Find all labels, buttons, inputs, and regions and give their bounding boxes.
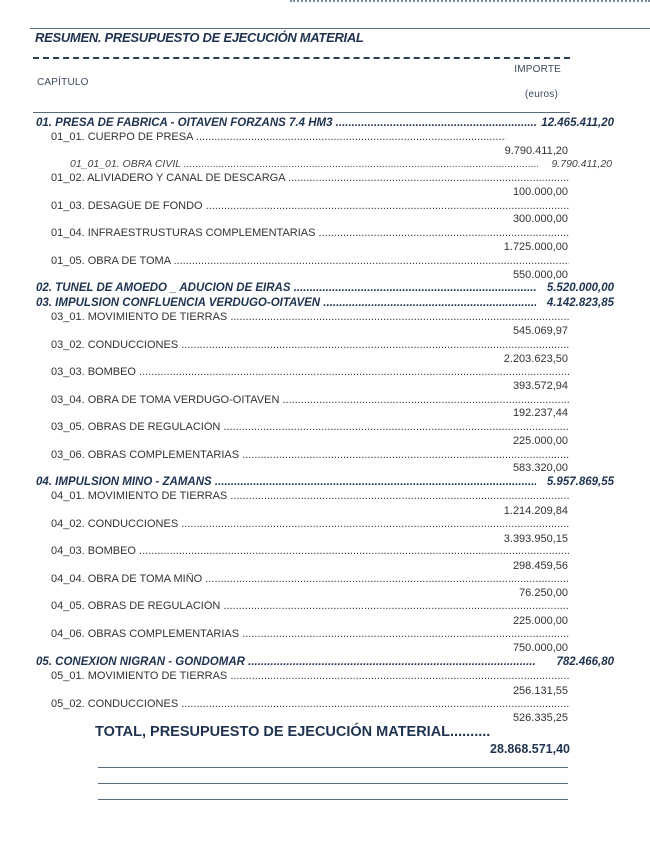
signature-line	[98, 767, 568, 768]
top-dotted-line	[290, 0, 650, 2]
total-label: TOTAL, PRESUPUESTO DE EJECUCIÓN MATERIAL..........	[95, 724, 491, 740]
item-row	[0, 311, 650, 325]
column-header-unit: (euros)	[524, 89, 558, 100]
item-label: 01_03. DESAGÜE DE FONDO .....	[51, 200, 569, 212]
chapter-amount: 5.520.000,00	[546, 282, 614, 294]
chapter-amount: 5.957.869,55	[546, 476, 614, 488]
item-row	[0, 518, 650, 532]
item-row	[0, 628, 650, 642]
column-header-chapter: CAPÍTULO	[37, 77, 89, 88]
item-amount: 225.000,00	[512, 435, 568, 447]
item-row	[0, 545, 650, 559]
item-label: 04_03. BOMBEO .....	[51, 545, 569, 557]
item-amount: 256.131,55	[512, 685, 568, 697]
header-rule	[33, 112, 570, 113]
chapter-label: 04. IMPULSIÓN MIÑO - ZAMANS .....	[36, 476, 536, 488]
item-label: 03_04. OBRA DE TOMA VERDUGO-OITAVEN .....	[51, 394, 569, 406]
chapter-label: 03. IMPULSIÓN CONFLUENCIA VERDUGO-OITAVEN .....	[36, 297, 536, 309]
item-amount: 545.069,97	[512, 325, 568, 337]
item-amount: 750.000,00	[512, 642, 568, 654]
item-row	[0, 172, 650, 186]
item-amount: 76.250,00	[519, 587, 568, 599]
item-label: 03_01. MOVIMIENTO DE TIERRAS .....	[51, 311, 569, 323]
chapter-row	[0, 656, 650, 670]
subitem-label: 01_01_01. OBRA CIVIL .....	[70, 158, 538, 170]
item-amount: 300.000,00	[512, 213, 568, 225]
chapter-label: 01. PRESA DE FABRICA - OITAVEN FORZANS 7.4 HM3 .....	[36, 117, 536, 129]
item-row	[0, 255, 650, 269]
item-amount: 192.237,44	[512, 407, 568, 419]
item-row	[0, 394, 650, 408]
page-title: RESUMEN. PRESUPUESTO DE EJECUCIÓN MATERIAL	[35, 30, 364, 45]
item-amount: 526.335,25	[512, 712, 568, 724]
item-row	[0, 339, 650, 353]
item-row	[0, 490, 650, 504]
title-underline	[33, 57, 570, 59]
top-rule	[30, 28, 650, 29]
chapter-row	[0, 282, 650, 296]
item-amount: 225.000,00	[512, 615, 568, 627]
column-header-amount: IMPORTE	[514, 64, 561, 75]
item-row	[0, 366, 650, 380]
item-row	[0, 227, 650, 241]
chapter-label: 02. TUNEL DE AMOEDO _ ADUCIÓN DE EIRÁS .....	[36, 282, 536, 294]
chapter-amount: 4.142.823,85	[546, 297, 614, 309]
item-amount: 1.725.000,00	[503, 241, 568, 253]
item-amount: 298.459,56	[512, 560, 568, 572]
chapter-amount: 782.466,80	[556, 656, 614, 668]
item-label: 04_06. OBRAS COMPLEMENTARIAS .....	[51, 628, 569, 640]
item-label: 04_01. MOVIMIENTO DE TIERRAS .....	[51, 490, 569, 502]
item-amount: 3.393.950,15	[503, 533, 568, 545]
item-label: 03_03. BOMBEO .....	[51, 366, 569, 378]
item-label: 03_02. CONDUCCIONES .....	[51, 339, 569, 351]
item-label: 01_04. INFRAESTRUSTURAS COMPLEMENTARIAS .....	[51, 227, 569, 239]
signature-line	[98, 799, 568, 800]
item-label: 05_02. CONDUCCIONES .....	[51, 698, 569, 710]
item-row	[0, 670, 650, 684]
item-amount: 9.790.411,20	[504, 145, 568, 157]
item-row	[0, 600, 650, 614]
item-label: 04_04. OBRA DE TOMA MIÑO .....	[51, 573, 569, 585]
item-label: 04_05. OBRAS DE REGULACIÓN .....	[51, 600, 569, 612]
item-row	[0, 421, 650, 435]
subitem-row	[0, 158, 650, 172]
chapter-amount: 12.465.411,20	[541, 117, 614, 129]
item-amount: 1.214.209,84	[503, 505, 568, 517]
item-row	[0, 449, 650, 463]
item-label: 01_02. ALIVIADERO Y CANAL DE DESCARGA .....	[51, 172, 569, 184]
chapter-row	[0, 476, 650, 490]
item-amount: 583.320,00	[512, 462, 568, 474]
item-row	[0, 573, 650, 587]
item-row	[0, 698, 650, 712]
item-label: 05_01. MOVIMIENTO DE TIERRAS .....	[51, 670, 569, 682]
item-amount: 393.572,94	[512, 380, 568, 392]
total-amount: 28.868.571,40	[490, 742, 570, 756]
item-label: 03_05. OBRAS DE REGULACIÓN .....	[51, 421, 569, 433]
subitem-amount: 9.790.411,20	[551, 158, 612, 170]
chapter-row	[0, 297, 650, 311]
chapter-label: 05. CONEXIÓN NIGRAN - GONDOMAR .....	[36, 656, 536, 668]
item-amount: 550.000,00	[512, 269, 568, 281]
item-amount: 100.000,00	[512, 186, 568, 198]
chapter-row	[0, 117, 650, 131]
item-label: 01_05. OBRA DE TOMA .....	[51, 255, 569, 267]
item-label: 03_06. OBRAS COMPLEMENTARIAS .....	[51, 449, 569, 461]
item-row	[0, 200, 650, 214]
item-label: 04_02. CONDUCCIONES .....	[51, 518, 569, 530]
item-row	[0, 131, 650, 145]
item-amount: 2.203.623,50	[503, 353, 568, 365]
item-label: 01_01. CUERPO DE PRESA .....	[51, 131, 506, 143]
signature-line	[98, 783, 568, 784]
